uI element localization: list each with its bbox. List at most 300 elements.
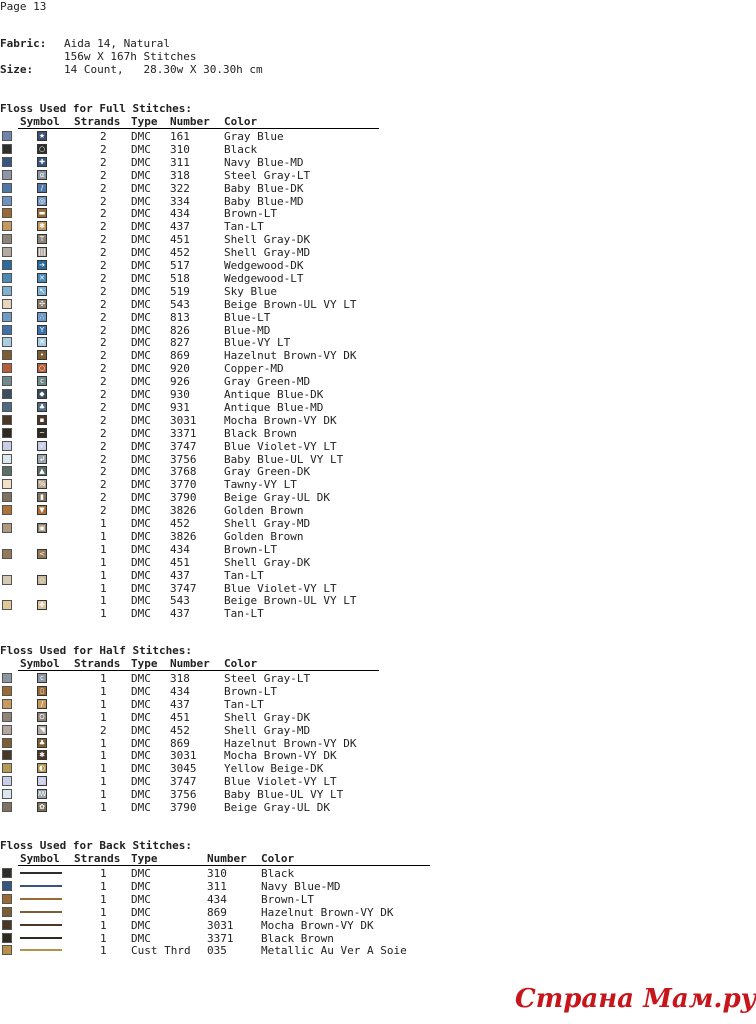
strands-cell: 2	[100, 362, 107, 376]
type-cell: DMC	[131, 194, 151, 208]
strands-cell: 1	[100, 568, 107, 582]
number-cell: 3371	[207, 931, 234, 945]
number-cell: 3031	[170, 749, 197, 763]
stitch-symbol-icon: ♣	[38, 402, 46, 411]
strands-cell: 2	[100, 233, 107, 247]
number-cell: 517	[170, 259, 190, 272]
color-cell: Black Brown	[224, 426, 297, 440]
strands-cell: 1	[100, 529, 107, 543]
type-cell: DMC	[131, 723, 151, 737]
color-swatch	[2, 131, 12, 141]
stitch-symbol-icon: ▪	[37, 415, 47, 425]
fabric-label: Fabric:	[0, 37, 47, 50]
color-swatch	[2, 376, 12, 386]
strands-cell: 1	[100, 867, 107, 880]
color-swatch	[2, 415, 12, 425]
stitch-symbol-icon: O	[37, 712, 47, 722]
color-swatch	[2, 402, 12, 412]
color-cell: Blue-VY LT	[224, 336, 291, 350]
fabric-value: Aida 14, Natural	[64, 37, 170, 50]
strands-cell: 2	[100, 426, 107, 440]
strands-cell: 2	[100, 336, 107, 350]
color-swatch	[2, 776, 12, 786]
color-cell: Hazelnut Brown-VY DK	[224, 736, 357, 750]
stitch-symbol-icon: ▮	[37, 492, 47, 502]
number-cell: 161	[170, 130, 190, 143]
number-cell: 452	[170, 723, 190, 737]
color-cell: Steel Gray-LT	[224, 672, 311, 685]
strands-cell: 2	[100, 375, 107, 389]
color-cell: Black	[261, 867, 295, 880]
strands-cell: 1	[100, 697, 107, 711]
type-cell: DMC	[131, 452, 151, 466]
type-cell: DMC	[131, 607, 151, 621]
strands-cell: 2	[100, 723, 107, 737]
type-cell: DMC	[131, 413, 151, 427]
type-cell: DMC	[131, 697, 151, 711]
color-cell: Antique Blue-MD	[224, 400, 324, 414]
strands-cell: 2	[100, 142, 107, 156]
color-cell: Sky Blue	[224, 284, 277, 298]
color-swatch	[2, 699, 12, 709]
type-cell: DMC	[131, 400, 151, 414]
color-cell: Shell Gray-MD	[224, 246, 311, 260]
color-swatch	[2, 933, 12, 943]
color-swatch	[2, 170, 12, 180]
backstitch-line	[20, 898, 62, 900]
color-cell: Baby Blue-UL VY LT	[224, 452, 344, 466]
number-cell: 035	[207, 944, 227, 958]
stitch-symbol-icon: ✚	[37, 157, 47, 167]
type-cell: DMC	[131, 684, 151, 698]
stitch-symbol-icon: c	[37, 376, 47, 386]
strands-cell: 2	[100, 207, 107, 221]
stitch-symbol-icon: ~	[37, 428, 47, 438]
strands-cell: 2	[100, 491, 107, 505]
number-cell: 827	[170, 336, 190, 350]
color-cell: Blue Violet-VY LT	[224, 775, 337, 789]
size-value: 14 Count, 28.30w X 30.30h cm	[64, 63, 263, 76]
color-swatch	[2, 466, 12, 476]
color-swatch	[2, 260, 12, 270]
color-swatch	[2, 492, 12, 502]
type-cell: DMC	[131, 788, 151, 802]
number-cell: 869	[170, 736, 190, 750]
strands-cell: 1	[100, 892, 107, 906]
number-cell: 3826	[170, 529, 197, 543]
color-swatch	[2, 389, 12, 399]
color-swatch	[2, 789, 12, 799]
stitch-symbol-icon: ▲	[37, 466, 47, 476]
type-cell: DMC	[131, 284, 151, 298]
strands-cell: 2	[100, 297, 107, 311]
color-cell: Navy Blue-MD	[261, 879, 341, 893]
color-cell: Black Brown	[261, 931, 334, 945]
number-cell: 451	[170, 710, 190, 724]
number-cell: 452	[170, 246, 190, 260]
color-cell: Metallic Au Ver A Soie	[261, 944, 407, 958]
strands-cell: 1	[100, 517, 107, 530]
type-cell: DMC	[131, 775, 151, 789]
color-cell: Beige Gray-UL DK	[224, 801, 330, 814]
strands-cell: 1	[100, 684, 107, 698]
type-cell: DMC	[131, 233, 151, 247]
color-swatch	[2, 428, 12, 438]
strands-cell: 1	[100, 710, 107, 724]
strands-cell: 1	[100, 762, 107, 776]
color-cell: Navy Blue-MD	[224, 155, 304, 169]
strands-cell: 1	[100, 749, 107, 763]
strands-cell: 2	[100, 271, 107, 285]
color-swatch	[2, 273, 12, 283]
color-cell: Golden Brown	[224, 504, 304, 518]
header-type: Type	[131, 115, 158, 128]
number-cell: 3790	[170, 491, 197, 505]
color-cell: Shell Gray-DK	[224, 233, 311, 247]
strands-cell: 1	[100, 555, 107, 569]
number-cell: 322	[170, 181, 190, 195]
number-cell: 434	[170, 542, 190, 556]
type-cell: DMC	[131, 517, 151, 530]
strands-cell: 2	[100, 284, 107, 298]
color-cell: Hazelnut Brown-VY DK	[224, 349, 357, 363]
color-cell: Shell Gray-MD	[224, 723, 311, 737]
stitch-symbol-icon: ✿	[37, 802, 47, 812]
color-swatch	[2, 881, 12, 891]
color-swatch	[2, 144, 12, 154]
color-swatch	[2, 247, 12, 257]
type-cell: DMC	[131, 426, 151, 440]
color-cell: Brown-LT	[224, 684, 277, 698]
stitch-symbol-icon: ◇	[37, 776, 47, 786]
strands-cell: 1	[100, 879, 107, 893]
type-cell: DMC	[131, 388, 151, 401]
color-cell: Wedgewood-LT	[224, 271, 304, 285]
stitch-symbol-icon: |||	[38, 248, 46, 257]
color-swatch	[2, 868, 12, 878]
half-stitches-title: Floss Used for Half Stitches:	[0, 644, 193, 657]
strands-cell: 2	[100, 465, 107, 479]
color-cell: Blue Violet-VY LT	[224, 581, 337, 595]
stitch-symbol-icon: ◥	[37, 725, 47, 735]
header-color: Color	[224, 115, 258, 128]
stitch-symbol-icon: T	[37, 234, 47, 244]
strands-cell: 1	[100, 594, 107, 608]
full-stitches-header-rule	[18, 128, 379, 129]
number-cell: 452	[170, 517, 190, 530]
color-swatch	[2, 157, 12, 167]
strands-cell: 2	[100, 323, 107, 337]
strands-cell: 2	[100, 478, 107, 492]
type-cell: Cust Thrd	[131, 944, 191, 958]
header-number: Number	[170, 115, 210, 128]
header-number: Number	[170, 657, 210, 670]
header-type: Type	[131, 852, 158, 865]
strands-cell: 1	[100, 607, 107, 621]
color-swatch	[2, 363, 12, 373]
blend-swatch	[2, 600, 12, 610]
header-color: Color	[224, 657, 258, 670]
color-swatch	[2, 337, 12, 347]
number-cell: 930	[170, 388, 190, 401]
full-stitches-title: Floss Used for Full Stitches:	[0, 102, 193, 115]
type-cell: DMC	[131, 220, 151, 234]
color-cell: Blue-LT	[224, 310, 271, 324]
number-cell: 3747	[170, 581, 197, 595]
strands-cell: 1	[100, 736, 107, 750]
type-cell: DMC	[131, 271, 151, 285]
color-cell: Golden Brown	[224, 529, 304, 543]
header-color: Color	[261, 852, 295, 865]
stitch-symbol-icon: ↲	[37, 454, 47, 464]
color-cell: Hazelnut Brown-VY DK	[261, 905, 394, 919]
header-strands: Strands	[74, 657, 121, 670]
strands-cell: 2	[100, 259, 107, 272]
stitch-symbol-icon: Y	[37, 325, 47, 335]
number-cell: 869	[170, 349, 190, 363]
stitch-symbol-icon: ✱	[37, 750, 47, 760]
stitch-symbol-icon: ↖	[37, 286, 47, 296]
number-cell: 318	[170, 672, 190, 685]
type-cell: DMC	[131, 297, 151, 311]
type-cell: DMC	[131, 542, 151, 556]
strands-cell: 1	[100, 581, 107, 595]
stitch-symbol-icon: ◎	[38, 196, 46, 205]
strands-cell: 2	[100, 439, 107, 453]
number-cell: 3826	[170, 504, 197, 518]
number-cell: 310	[207, 867, 227, 880]
back-stitches-header-rule	[18, 865, 430, 866]
color-cell: Tan-LT	[224, 607, 264, 621]
strands-cell: 1	[100, 944, 107, 958]
color-swatch	[2, 894, 12, 904]
color-cell: Tan-LT	[224, 568, 264, 582]
half-stitches-header-rule	[18, 670, 379, 671]
type-cell: DMC	[131, 918, 151, 932]
number-cell: 318	[170, 168, 190, 182]
stitch-symbol-icon: •	[37, 350, 47, 360]
size-label: Size:	[0, 63, 34, 76]
color-cell: Mocha Brown-VY DK	[224, 413, 337, 427]
number-cell: 310	[170, 142, 190, 156]
color-cell: Brown-LT	[261, 892, 314, 906]
strands-cell: 2	[100, 194, 107, 208]
stitch-symbol-icon: ★	[38, 132, 46, 140]
header-symbol: Symbol	[20, 657, 60, 670]
type-cell: DMC	[131, 672, 151, 685]
type-cell: DMC	[131, 181, 151, 195]
color-cell: Antique Blue-DK	[224, 388, 324, 401]
number-cell: 3756	[170, 788, 197, 802]
number-cell: 434	[170, 684, 190, 698]
color-cell: Beige Gray-UL DK	[224, 491, 330, 505]
number-cell: 3770	[170, 478, 197, 492]
number-cell: 437	[170, 568, 190, 582]
stitch-symbol-icon: ✕	[37, 337, 47, 347]
strands-cell: 2	[100, 413, 107, 427]
header-strands: Strands	[74, 852, 121, 865]
type-cell: DMC	[131, 736, 151, 750]
blend-swatch	[2, 549, 12, 559]
blend-symbol-icon: ✤	[37, 600, 47, 610]
color-cell: Shell Gray-MD	[224, 517, 311, 530]
color-swatch	[2, 454, 12, 464]
number-cell: 813	[170, 310, 190, 324]
stitch-symbol-icon: ꟿ	[38, 790, 47, 799]
color-swatch	[2, 286, 12, 296]
blend-symbol-icon: <	[37, 549, 47, 559]
stitch-symbol-icon: ✱	[37, 221, 47, 231]
backstitch-line	[20, 872, 62, 874]
blend-swatch	[2, 575, 12, 585]
type-cell: DMC	[131, 207, 151, 221]
number-cell: 334	[170, 194, 190, 208]
color-cell: Brown-LT	[224, 542, 277, 556]
stitch-symbol-icon: ○	[38, 364, 46, 373]
color-swatch	[2, 920, 12, 930]
number-cell: 437	[170, 607, 190, 621]
type-cell: DMC	[131, 801, 151, 814]
number-cell: 869	[207, 905, 227, 919]
type-cell: DMC	[131, 491, 151, 505]
number-cell: 311	[170, 155, 190, 169]
watermark-logo: Страна Мам.ру	[515, 984, 756, 1014]
stitch-symbol-icon: ✣	[37, 299, 47, 309]
stitch-symbol-icon: √	[37, 441, 47, 451]
color-swatch	[2, 505, 12, 515]
type-cell: DMC	[131, 504, 151, 518]
page-label: Page 13	[0, 0, 47, 13]
type-cell: DMC	[131, 336, 151, 350]
strands-cell: 1	[100, 788, 107, 802]
color-cell: Tawny-VY LT	[224, 478, 297, 492]
number-cell: 543	[170, 297, 190, 311]
color-cell: Steel Gray-LT	[224, 168, 311, 182]
header-number: Number	[207, 852, 247, 865]
color-cell: Wedgewood-DK	[224, 259, 304, 272]
number-cell: 826	[170, 323, 190, 337]
strands-cell: 1	[100, 931, 107, 945]
strands-cell: 2	[100, 155, 107, 169]
number-cell: 3045	[170, 762, 197, 776]
number-cell: 434	[207, 892, 227, 906]
number-cell: 451	[170, 555, 190, 569]
strands-cell: 1	[100, 542, 107, 556]
color-swatch	[2, 802, 12, 812]
number-cell: 3031	[207, 918, 234, 932]
color-swatch	[2, 750, 12, 760]
color-swatch	[2, 673, 12, 683]
strands-cell: 2	[100, 310, 107, 324]
stitch-symbol-icon: ○	[38, 144, 46, 153]
type-cell: DMC	[131, 555, 151, 569]
type-cell: DMC	[131, 142, 151, 156]
color-cell: Copper-MD	[224, 362, 284, 376]
type-cell: DMC	[131, 762, 151, 776]
strands-cell: 2	[100, 400, 107, 414]
type-cell: DMC	[131, 478, 151, 492]
color-swatch	[2, 763, 12, 773]
type-cell: DMC	[131, 529, 151, 543]
color-cell: Gray Green-MD	[224, 375, 311, 389]
number-cell: 519	[170, 284, 190, 298]
type-cell: DMC	[131, 349, 151, 363]
type-cell: DMC	[131, 323, 151, 337]
number-cell: 311	[207, 879, 227, 893]
stitch-symbol-icon: ➔	[37, 260, 47, 270]
color-cell: Brown-LT	[224, 207, 277, 221]
backstitch-line	[20, 885, 62, 887]
color-swatch	[2, 945, 12, 955]
type-cell: DMC	[131, 749, 151, 763]
color-swatch	[2, 907, 12, 917]
type-cell: DMC	[131, 155, 151, 169]
type-cell: DMC	[131, 168, 151, 182]
backstitch-line	[20, 949, 62, 951]
number-cell: 3756	[170, 452, 197, 466]
number-cell: 3790	[170, 801, 197, 814]
type-cell: DMC	[131, 568, 151, 582]
stitch-symbol-icon: ◆	[37, 389, 47, 399]
strands-cell: 2	[100, 452, 107, 466]
color-swatch	[2, 183, 12, 193]
number-cell: 3747	[170, 439, 197, 453]
color-swatch	[2, 234, 12, 244]
header-symbol: Symbol	[20, 852, 60, 865]
stitch-symbol-icon: ✕	[37, 273, 47, 283]
color-cell: Tan-LT	[224, 697, 264, 711]
stitches-value: 156w X 167h Stitches	[64, 50, 197, 63]
type-cell: DMC	[131, 931, 151, 945]
strands-cell: 2	[100, 130, 107, 143]
type-cell: DMC	[131, 246, 151, 260]
header-symbol: Symbol	[20, 115, 60, 128]
stitch-symbol-icon: α	[37, 170, 47, 180]
strands-cell: 2	[100, 349, 107, 363]
number-cell: 3768	[170, 465, 197, 479]
color-cell: Mocha Brown-VY DK	[261, 918, 374, 932]
number-cell: 543	[170, 594, 190, 608]
number-cell: 3747	[170, 775, 197, 789]
stitch-symbol-icon: %	[38, 480, 46, 489]
color-swatch	[2, 479, 12, 489]
color-cell: Gray Green-DK	[224, 465, 311, 479]
type-cell: DMC	[131, 710, 151, 724]
strands-cell: 2	[100, 504, 107, 518]
header-type: Type	[131, 657, 158, 670]
strands-cell: 1	[100, 918, 107, 932]
color-cell: Baby Blue-MD	[224, 194, 304, 208]
strands-cell: 1	[100, 905, 107, 919]
strands-cell: 1	[100, 801, 107, 814]
color-cell: Blue Violet-VY LT	[224, 439, 337, 453]
number-cell: 451	[170, 233, 190, 247]
color-swatch	[2, 738, 12, 748]
stitch-symbol-icon: ▼	[37, 505, 47, 515]
number-cell: 3371	[170, 426, 197, 440]
blend-symbol-icon: ◇	[37, 575, 47, 585]
color-cell: Gray Blue	[224, 130, 284, 143]
stitch-symbol-icon: ▬	[38, 209, 46, 218]
strands-cell: 2	[100, 220, 107, 234]
color-swatch	[2, 196, 12, 206]
color-cell: Baby Blue-UL VY LT	[224, 788, 344, 802]
type-cell: DMC	[131, 130, 151, 143]
color-cell: Black	[224, 142, 258, 156]
stitch-symbol-icon: ▯	[37, 686, 47, 696]
color-swatch	[2, 299, 12, 309]
color-swatch	[2, 325, 12, 335]
